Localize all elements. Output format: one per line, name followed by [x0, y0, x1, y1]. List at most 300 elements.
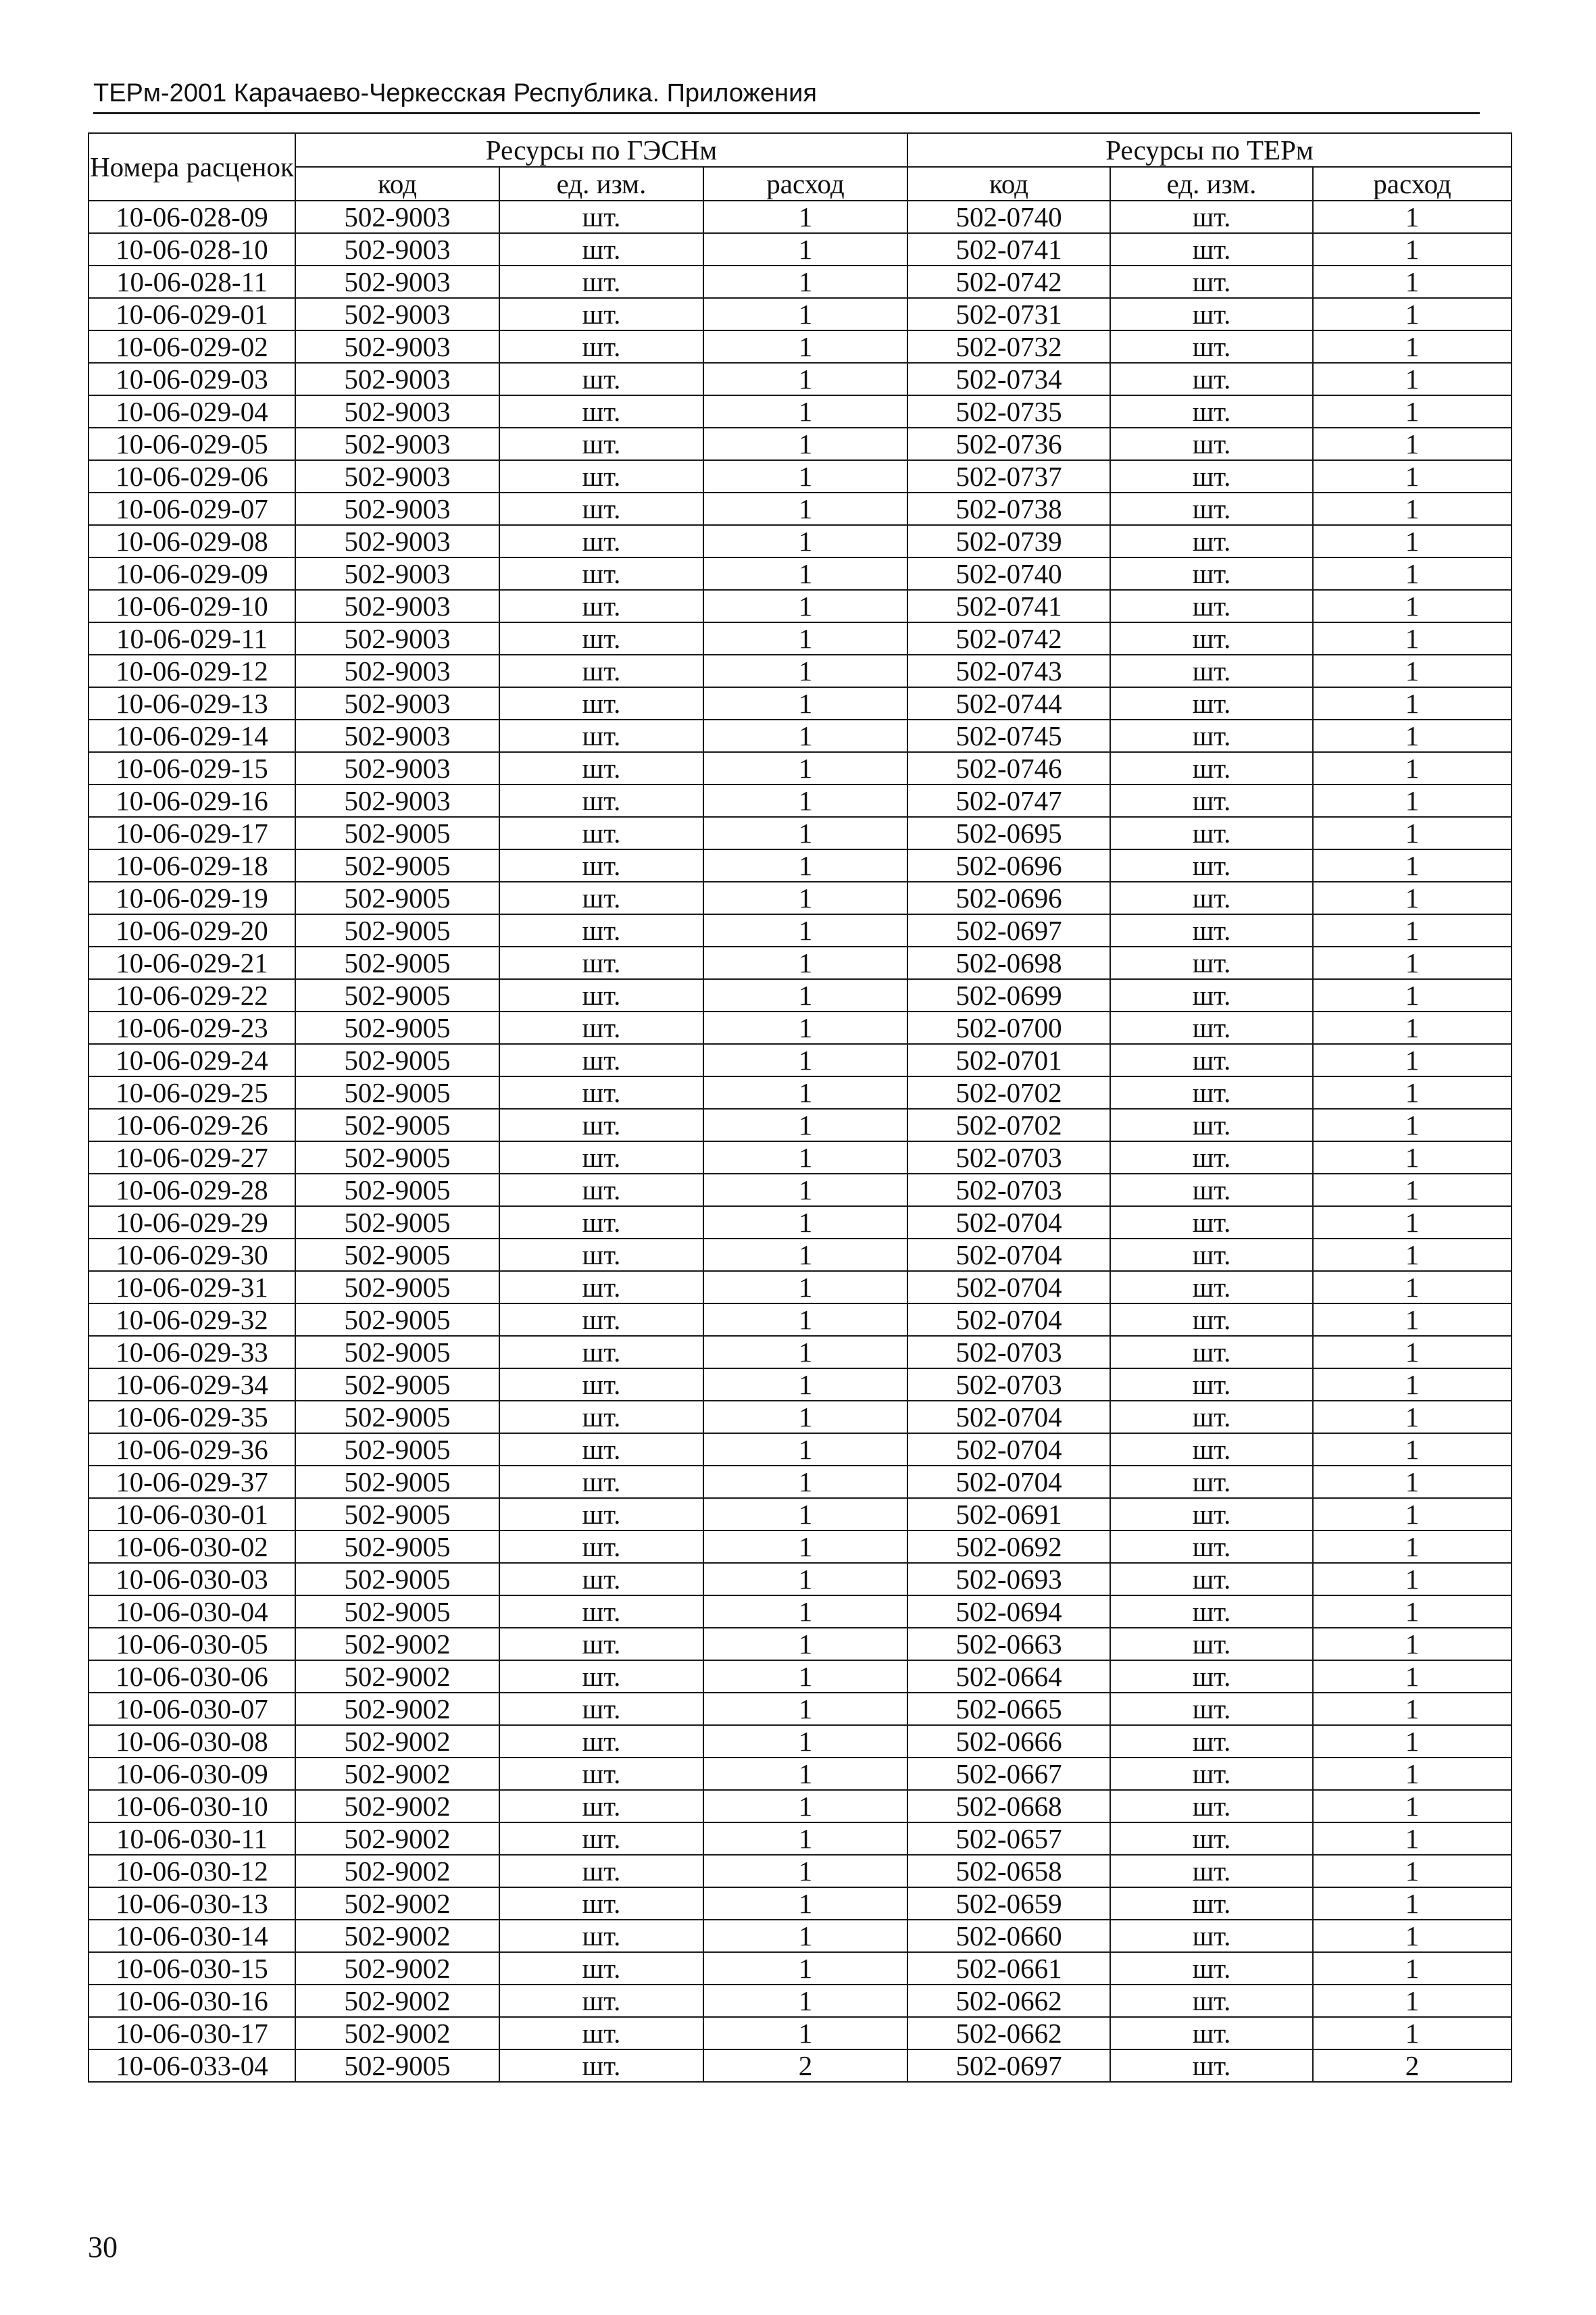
gesnm-code-cell: 502-9003 — [295, 655, 499, 687]
table-row — [89, 752, 1512, 785]
term-unit-cell: шт. — [1110, 460, 1313, 493]
rate-number-cell: 10-06-030-03 — [89, 1563, 295, 1595]
term-consumption-cell: 1 — [1313, 947, 1512, 979]
term-code-cell: 502-0734 — [907, 363, 1110, 395]
term-unit-cell: шт. — [1110, 1628, 1313, 1660]
gesnm-unit-cell: шт. — [499, 525, 703, 557]
page-title: ТЕРм-2001 Карачаево-Черкесская Республика. Приложения — [93, 79, 817, 107]
rate-number-cell: 10-06-030-10 — [89, 1790, 295, 1822]
term-consumption-cell: 1 — [1313, 1660, 1512, 1693]
gesnm-consumption-cell: 1 — [703, 1660, 907, 1693]
gesnm-code-cell: 502-9005 — [295, 979, 499, 1012]
gesnm-code-cell: 502-9005 — [295, 1271, 499, 1303]
table-body — [89, 201, 1512, 2082]
gesnm-unit-cell: шт. — [499, 1239, 703, 1271]
rate-number-cell: 10-06-029-05 — [89, 428, 295, 460]
rate-number-cell: 10-06-029-19 — [89, 882, 295, 914]
gesnm-code-cell: 502-9005 — [295, 1466, 499, 1498]
gesnm-consumption-cell: 1 — [703, 1628, 907, 1660]
rate-number-cell: 10-06-029-24 — [89, 1044, 295, 1076]
rate-number-cell: 10-06-029-30 — [89, 1239, 295, 1271]
rate-number-cell: 10-06-029-01 — [89, 298, 295, 330]
term-code-cell: 502-0740 — [907, 201, 1110, 233]
term-code-cell: 502-0657 — [907, 1822, 1110, 1855]
gesnm-code-cell: 502-9005 — [295, 1141, 499, 1174]
term-code-cell: 502-0698 — [907, 947, 1110, 979]
term-consumption-cell: 1 — [1313, 1758, 1512, 1790]
term-code-cell: 502-0703 — [907, 1336, 1110, 1368]
term-unit-cell: шт. — [1110, 817, 1313, 849]
term-code-cell: 502-0744 — [907, 687, 1110, 720]
gesnm-code-cell: 502-9005 — [295, 1595, 499, 1628]
term-code-cell: 502-0736 — [907, 428, 1110, 460]
gesnm-consumption-cell: 1 — [703, 1303, 907, 1336]
rate-number-cell: 10-06-029-02 — [89, 330, 295, 363]
gesnm-consumption-cell: 1 — [703, 1563, 907, 1595]
gesnm-unit-cell: шт. — [499, 557, 703, 590]
gesnm-code-cell: 502-9005 — [295, 1076, 499, 1109]
gesnm-unit-cell: шт. — [499, 201, 703, 233]
term-code-cell: 502-0731 — [907, 298, 1110, 330]
gesnm-consumption-cell: 1 — [703, 1725, 907, 1758]
gesnm-consumption-cell: 1 — [703, 363, 907, 395]
term-consumption-cell: 1 — [1313, 1725, 1512, 1758]
term-consumption-cell: 1 — [1313, 785, 1512, 817]
term-consumption-cell: 1 — [1313, 1368, 1512, 1401]
gesnm-unit-cell: шт. — [499, 1790, 703, 1822]
gesnm-code-cell: 502-9003 — [295, 363, 499, 395]
gesnm-unit-cell: шт. — [499, 1822, 703, 1855]
term-code-cell: 502-0703 — [907, 1141, 1110, 1174]
gesnm-code-cell: 502-9005 — [295, 882, 499, 914]
term-consumption-cell: 1 — [1313, 1790, 1512, 1822]
rate-number-cell: 10-06-030-12 — [89, 1855, 295, 1887]
gesnm-consumption-cell: 1 — [703, 1141, 907, 1174]
term-consumption-cell: 1 — [1313, 2017, 1512, 2049]
gesnm-unit-cell: шт. — [499, 298, 703, 330]
gesnm-code-cell: 502-9005 — [295, 1044, 499, 1076]
gesnm-code-cell: 502-9003 — [295, 493, 499, 525]
term-consumption-cell: 1 — [1313, 1985, 1512, 2017]
gesnm-unit-cell: шт. — [499, 1303, 703, 1336]
term-unit-cell: шт. — [1110, 590, 1313, 622]
term-code-cell: 502-0699 — [907, 979, 1110, 1012]
term-code-cell: 502-0739 — [907, 525, 1110, 557]
gesnm-unit-cell: шт. — [499, 590, 703, 622]
gesnm-consumption-cell: 1 — [703, 1595, 907, 1628]
term-unit-cell: шт. — [1110, 1758, 1313, 1790]
gesnm-consumption-cell: 1 — [703, 201, 907, 233]
table-row — [89, 590, 1512, 622]
rate-number-cell: 10-06-030-11 — [89, 1822, 295, 1855]
term-consumption-cell: 1 — [1313, 1920, 1512, 1952]
term-unit-cell: шт. — [1110, 1368, 1313, 1401]
gesnm-code-cell: 502-9005 — [295, 1530, 499, 1563]
rate-number-cell: 10-06-029-15 — [89, 752, 295, 785]
gesnm-unit-cell: шт. — [499, 1693, 703, 1725]
term-unit-cell: шт. — [1110, 655, 1313, 687]
term-unit-header: ед. изм. — [1110, 167, 1313, 201]
table-row — [89, 1206, 1512, 1239]
table-row — [89, 1076, 1512, 1109]
gesnm-unit-cell: шт. — [499, 1887, 703, 1920]
gesnm-unit-cell: шт. — [499, 330, 703, 363]
rate-number-cell: 10-06-030-15 — [89, 1952, 295, 1985]
term-consumption-header: расход — [1313, 167, 1512, 201]
rate-number-cell: 10-06-029-21 — [89, 947, 295, 979]
term-consumption-cell: 1 — [1313, 590, 1512, 622]
table-row — [89, 1239, 1512, 1271]
gesnm-unit-cell: шт. — [499, 1985, 703, 2017]
rate-number-cell: 10-06-033-04 — [89, 2049, 295, 2082]
gesnm-code-cell: 502-9003 — [295, 330, 499, 363]
table-row — [89, 1758, 1512, 1790]
gesnm-consumption-cell: 1 — [703, 1368, 907, 1401]
gesnm-code-cell: 502-9005 — [295, 1109, 499, 1141]
table-row — [89, 1563, 1512, 1595]
term-consumption-cell: 2 — [1313, 2049, 1512, 2082]
gesnm-consumption-cell: 1 — [703, 1401, 907, 1433]
term-unit-cell: шт. — [1110, 1725, 1313, 1758]
gesnm-consumption-cell: 1 — [703, 298, 907, 330]
gesnm-consumption-cell: 1 — [703, 720, 907, 752]
table-row — [89, 1855, 1512, 1887]
gesnm-unit-cell: шт. — [499, 1206, 703, 1239]
gesnm-consumption-cell: 1 — [703, 1985, 907, 2017]
page-header — [93, 70, 1480, 114]
gesnm-code-cell: 502-9005 — [295, 1368, 499, 1401]
term-consumption-cell: 1 — [1313, 1530, 1512, 1563]
gesnm-code-cell: 502-9005 — [295, 1239, 499, 1271]
gesnm-code-cell: 502-9002 — [295, 1985, 499, 2017]
gesnm-consumption-cell: 1 — [703, 330, 907, 363]
gesnm-code-cell: 502-9002 — [295, 2017, 499, 2049]
table-row — [89, 1790, 1512, 1822]
table-row — [89, 1303, 1512, 1336]
gesnm-consumption-cell: 1 — [703, 849, 907, 882]
gesnm-consumption-cell: 1 — [703, 590, 907, 622]
gesnm-unit-cell: шт. — [499, 1628, 703, 1660]
gesnm-unit-cell: шт. — [499, 1725, 703, 1758]
rate-number-cell: 10-06-029-29 — [89, 1206, 295, 1239]
term-consumption-cell: 1 — [1313, 330, 1512, 363]
term-unit-cell: шт. — [1110, 201, 1313, 233]
term-code-cell: 502-0697 — [907, 914, 1110, 947]
term-unit-cell: шт. — [1110, 1530, 1313, 1563]
term-unit-cell: шт. — [1110, 1336, 1313, 1368]
gesnm-code-cell: 502-9003 — [295, 752, 499, 785]
term-unit-cell: шт. — [1110, 1206, 1313, 1239]
gesnm-code-cell: 502-9002 — [295, 1660, 499, 1693]
rate-number-cell: 10-06-029-12 — [89, 655, 295, 687]
rate-number-cell: 10-06-029-32 — [89, 1303, 295, 1336]
gesnm-unit-cell: шт. — [499, 1466, 703, 1498]
term-consumption-cell: 1 — [1313, 1855, 1512, 1887]
term-code-cell: 502-0666 — [907, 1725, 1110, 1758]
term-consumption-cell: 1 — [1313, 1174, 1512, 1206]
gesnm-unit-cell: шт. — [499, 363, 703, 395]
term-unit-cell: шт. — [1110, 947, 1313, 979]
table-row — [89, 2017, 1512, 2049]
table-row — [89, 1498, 1512, 1530]
gesnm-consumption-cell: 1 — [703, 622, 907, 655]
term-code-cell: 502-0745 — [907, 720, 1110, 752]
term-code-cell: 502-0704 — [907, 1466, 1110, 1498]
gesnm-code-cell: 502-9003 — [295, 622, 499, 655]
table-row — [89, 1044, 1512, 1076]
gesnm-code-cell: 502-9005 — [295, 1401, 499, 1433]
term-consumption-cell: 1 — [1313, 363, 1512, 395]
table-row — [89, 655, 1512, 687]
gesnm-code-cell: 502-9003 — [295, 720, 499, 752]
table-row — [89, 785, 1512, 817]
term-unit-cell: шт. — [1110, 1466, 1313, 1498]
term-unit-cell: шт. — [1110, 2049, 1313, 2082]
term-consumption-cell: 1 — [1313, 1693, 1512, 1725]
term-unit-cell: шт. — [1110, 785, 1313, 817]
rate-number-cell: 10-06-030-04 — [89, 1595, 295, 1628]
gesnm-unit-cell: шт. — [499, 1174, 703, 1206]
table-row — [89, 849, 1512, 882]
gesnm-code-cell: 502-9002 — [295, 1887, 499, 1920]
rate-number-cell: 10-06-029-26 — [89, 1109, 295, 1141]
rate-number-cell: 10-06-029-31 — [89, 1271, 295, 1303]
gesnm-unit-cell: шт. — [499, 1271, 703, 1303]
term-consumption-cell: 1 — [1313, 557, 1512, 590]
gesnm-code-cell: 502-9005 — [295, 1303, 499, 1336]
gesnm-code-cell: 502-9005 — [295, 1206, 499, 1239]
gesnm-consumption-cell: 1 — [703, 817, 907, 849]
term-consumption-cell: 1 — [1313, 687, 1512, 720]
gesnm-code-cell: 502-9003 — [295, 557, 499, 590]
rate-number-cell: 10-06-028-09 — [89, 201, 295, 233]
rate-number-cell: 10-06-030-14 — [89, 1920, 295, 1952]
rate-number-cell: 10-06-029-14 — [89, 720, 295, 752]
term-consumption-cell: 1 — [1313, 1336, 1512, 1368]
rate-number-cell: 10-06-029-03 — [89, 363, 295, 395]
term-code-cell: 502-0702 — [907, 1076, 1110, 1109]
gesnm-unit-cell: шт. — [499, 655, 703, 687]
term-code-cell: 502-0659 — [907, 1887, 1110, 1920]
rate-number-cell: 10-06-029-06 — [89, 460, 295, 493]
rate-number-cell: 10-06-030-08 — [89, 1725, 295, 1758]
gesnm-consumption-cell: 1 — [703, 1822, 907, 1855]
table-row — [89, 687, 1512, 720]
rate-number-cell: 10-06-029-25 — [89, 1076, 295, 1109]
gesnm-unit-cell: шт. — [499, 1433, 703, 1466]
rate-number-cell: 10-06-029-33 — [89, 1336, 295, 1368]
table-row — [89, 395, 1512, 428]
rate-number-cell: 10-06-028-10 — [89, 233, 295, 266]
term-unit-cell: шт. — [1110, 1303, 1313, 1336]
gesnm-code-cell: 502-9002 — [295, 1790, 499, 1822]
gesnm-consumption-cell: 1 — [703, 1952, 907, 1985]
term-code-cell: 502-0662 — [907, 1985, 1110, 2017]
term-unit-cell: шт. — [1110, 525, 1313, 557]
gesnm-consumption-cell: 1 — [703, 1109, 907, 1141]
term-unit-cell: шт. — [1110, 1952, 1313, 1985]
term-consumption-cell: 1 — [1313, 233, 1512, 266]
gesnm-code-cell: 502-9005 — [295, 1336, 499, 1368]
term-unit-cell: шт. — [1110, 1239, 1313, 1271]
rate-number-cell: 10-06-030-16 — [89, 1985, 295, 2017]
term-consumption-cell: 1 — [1313, 1303, 1512, 1336]
term-code-cell: 502-0737 — [907, 460, 1110, 493]
term-code-cell: 502-0732 — [907, 330, 1110, 363]
gesnm-code-cell: 502-9005 — [295, 914, 499, 947]
term-consumption-cell: 1 — [1313, 882, 1512, 914]
table-row — [89, 363, 1512, 395]
table-row — [89, 1466, 1512, 1498]
gesnm-unit-cell: шт. — [499, 1563, 703, 1595]
gesnm-consumption-cell: 1 — [703, 1693, 907, 1725]
gesnm-consumption-cell: 1 — [703, 1206, 907, 1239]
gesnm-unit-cell: шт. — [499, 493, 703, 525]
gesnm-unit-cell: шт. — [499, 687, 703, 720]
term-consumption-cell: 1 — [1313, 1109, 1512, 1141]
rate-number-cell: 10-06-029-28 — [89, 1174, 295, 1206]
term-code-cell: 502-0692 — [907, 1530, 1110, 1563]
rate-number-cell: 10-06-029-20 — [89, 914, 295, 947]
rate-number-cell: 10-06-029-27 — [89, 1141, 295, 1174]
term-consumption-cell: 1 — [1313, 525, 1512, 557]
term-unit-cell: шт. — [1110, 1563, 1313, 1595]
term-consumption-cell: 1 — [1313, 395, 1512, 428]
rate-number-cell: 10-06-029-08 — [89, 525, 295, 557]
term-unit-cell: шт. — [1110, 266, 1313, 298]
gesnm-unit-cell: шт. — [499, 266, 703, 298]
table-row — [89, 1012, 1512, 1044]
table-row — [89, 979, 1512, 1012]
table-row — [89, 1628, 1512, 1660]
gesnm-unit-cell: шт. — [499, 979, 703, 1012]
term-consumption-cell: 1 — [1313, 493, 1512, 525]
term-code-cell: 502-0704 — [907, 1401, 1110, 1433]
term-code-cell: 502-0735 — [907, 395, 1110, 428]
gesnm-code-cell: 502-9005 — [295, 1498, 499, 1530]
gesnm-unit-cell: шт. — [499, 882, 703, 914]
gesnm-code-cell: 502-9003 — [295, 428, 499, 460]
gesnm-consumption-cell: 1 — [703, 1498, 907, 1530]
rate-number-cell: 10-06-029-10 — [89, 590, 295, 622]
rate-number-cell: 10-06-030-13 — [89, 1887, 295, 1920]
table-row — [89, 1109, 1512, 1141]
term-code-cell: 502-0665 — [907, 1693, 1110, 1725]
term-consumption-cell: 1 — [1313, 1239, 1512, 1271]
gesnm-consumption-cell: 1 — [703, 1530, 907, 1563]
term-consumption-cell: 1 — [1313, 914, 1512, 947]
term-code-cell: 502-0704 — [907, 1303, 1110, 1336]
gesnm-consumption-cell: 1 — [703, 1174, 907, 1206]
term-unit-cell: шт. — [1110, 622, 1313, 655]
gesnm-consumption-cell: 1 — [703, 233, 907, 266]
term-code-cell: 502-0740 — [907, 557, 1110, 590]
gesnm-code-cell: 502-9005 — [295, 947, 499, 979]
term-unit-cell: шт. — [1110, 1855, 1313, 1887]
table-row — [89, 1822, 1512, 1855]
term-code-cell: 502-0741 — [907, 233, 1110, 266]
term-consumption-cell: 1 — [1313, 752, 1512, 785]
gesnm-unit-cell: шт. — [499, 622, 703, 655]
gesnm-unit-cell: шт. — [499, 1952, 703, 1985]
term-consumption-cell: 1 — [1313, 1206, 1512, 1239]
gesnm-code-cell: 502-9005 — [295, 1563, 499, 1595]
gesnm-consumption-cell: 1 — [703, 1076, 907, 1109]
gesnm-consumption-cell: 1 — [703, 1012, 907, 1044]
table-row — [89, 298, 1512, 330]
term-code-cell: 502-0741 — [907, 590, 1110, 622]
gesnm-unit-cell: шт. — [499, 1660, 703, 1693]
gesnm-code-cell: 502-9005 — [295, 2049, 499, 2082]
gesnm-unit-cell: шт. — [499, 1855, 703, 1887]
gesnm-unit-cell: шт. — [499, 947, 703, 979]
gesnm-consumption-cell: 1 — [703, 687, 907, 720]
gesnm-consumption-cell: 1 — [703, 914, 907, 947]
term-code-cell: 502-0703 — [907, 1368, 1110, 1401]
table-row — [89, 428, 1512, 460]
term-consumption-cell: 1 — [1313, 1498, 1512, 1530]
term-consumption-cell: 1 — [1313, 1271, 1512, 1303]
term-unit-cell: шт. — [1110, 882, 1313, 914]
table-row — [89, 2049, 1512, 2082]
term-unit-cell: шт. — [1110, 493, 1313, 525]
term-unit-cell: шт. — [1110, 914, 1313, 947]
table-row — [89, 233, 1512, 266]
gesnm-consumption-cell: 1 — [703, 882, 907, 914]
gesnm-consumption-cell: 1 — [703, 1790, 907, 1822]
term-unit-cell: шт. — [1110, 1141, 1313, 1174]
gesnm-consumption-cell: 2 — [703, 2049, 907, 2082]
gesnm-consumption-cell: 1 — [703, 655, 907, 687]
term-code-cell: 502-0667 — [907, 1758, 1110, 1790]
gesnm-unit-cell: шт. — [499, 2049, 703, 2082]
term-consumption-cell: 1 — [1313, 1076, 1512, 1109]
term-unit-cell: шт. — [1110, 1271, 1313, 1303]
gesnm-unit-cell: шт. — [499, 395, 703, 428]
table-row — [89, 330, 1512, 363]
table-header — [89, 133, 1512, 201]
table-row — [89, 1368, 1512, 1401]
term-unit-cell: шт. — [1110, 1660, 1313, 1693]
term-code-cell: 502-0693 — [907, 1563, 1110, 1595]
resources-table — [88, 132, 1512, 2083]
gesnm-unit-cell: шт. — [499, 1758, 703, 1790]
gesnm-unit-cell: шт. — [499, 2017, 703, 2049]
gesnm-code-cell: 502-9002 — [295, 1952, 499, 1985]
gesnm-unit-cell: шт. — [499, 914, 703, 947]
rate-number-cell: 10-06-029-36 — [89, 1433, 295, 1466]
gesnm-consumption-cell: 1 — [703, 785, 907, 817]
gesnm-unit-cell: шт. — [499, 1141, 703, 1174]
term-unit-cell: шт. — [1110, 1012, 1313, 1044]
term-consumption-cell: 1 — [1313, 201, 1512, 233]
term-consumption-cell: 1 — [1313, 1952, 1512, 1985]
gesnm-consumption-cell: 1 — [703, 1336, 907, 1368]
gesnm-unit-cell: шт. — [499, 1401, 703, 1433]
term-code-cell: 502-0700 — [907, 1012, 1110, 1044]
gesnm-unit-cell: шт. — [499, 1076, 703, 1109]
table-row — [89, 947, 1512, 979]
term-consumption-cell: 1 — [1313, 428, 1512, 460]
rate-number-cell: 10-06-029-37 — [89, 1466, 295, 1498]
rate-number-cell: 10-06-029-23 — [89, 1012, 295, 1044]
term-unit-cell: шт. — [1110, 1920, 1313, 1952]
table-row — [89, 557, 1512, 590]
gesnm-unit-cell: шт. — [499, 785, 703, 817]
gesnm-unit-cell: шт. — [499, 1109, 703, 1141]
term-consumption-cell: 1 — [1313, 298, 1512, 330]
term-consumption-cell: 1 — [1313, 849, 1512, 882]
